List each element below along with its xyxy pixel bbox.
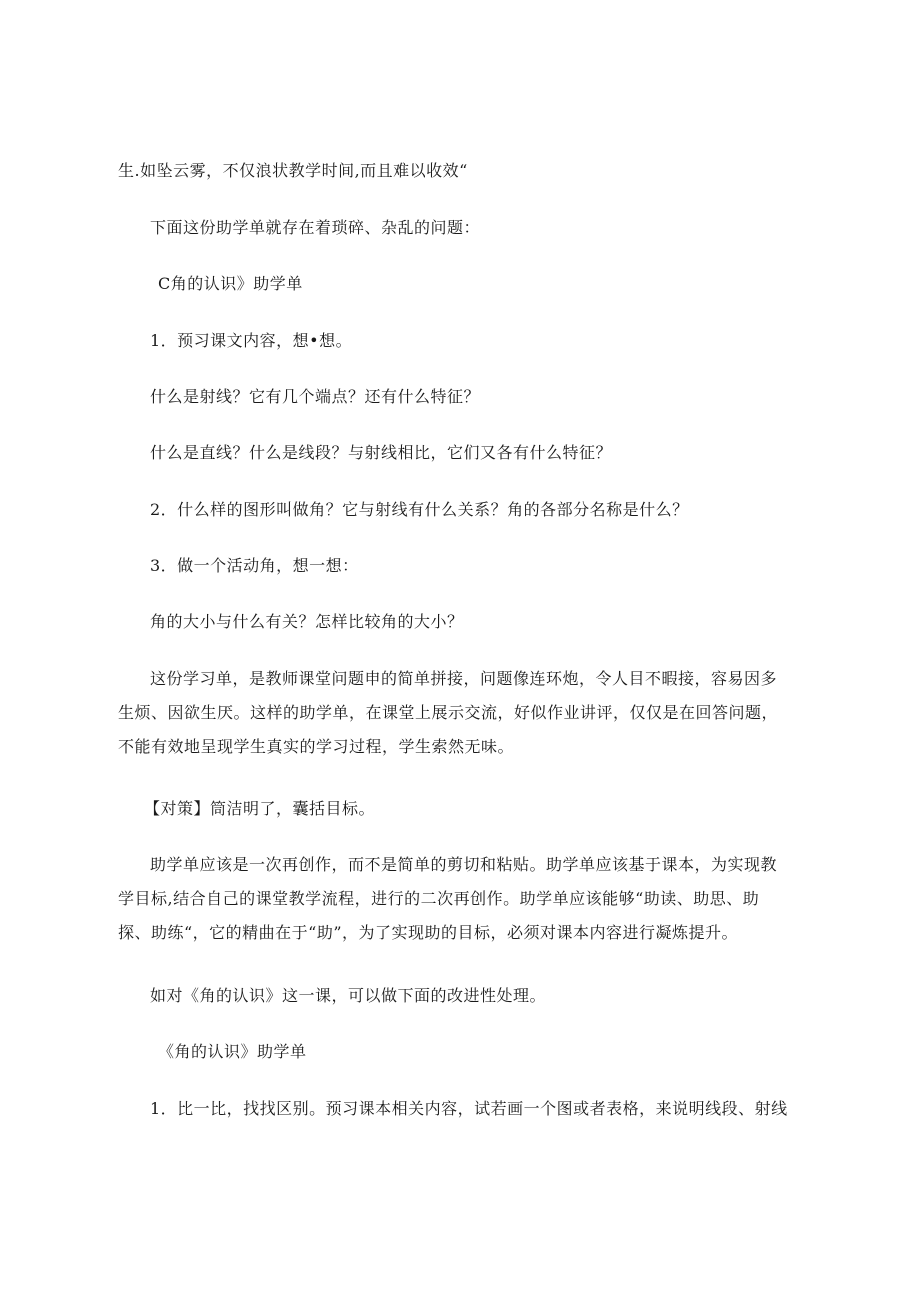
paragraph [118,848,818,950]
text-line: 什么是射线？它有几个端点？还有什么特征？ [150,387,481,406]
paragraph-line: 学目标,结合自己的课堂教学流程，进行的二次再创作。助学单应该能够“助读、助思、助 [118,889,760,908]
paragraph-line: 助学单应该是一次再创作，而不是简单的剪切和粘贴。助学单应该基于课本，为实现教 [150,855,778,874]
paragraph-line: 这份学习单，是教师课堂问题申的简单拼接，问题像连环炮，令人目不暇接，容易因多 [150,669,778,688]
text-line: 角的大小与什么有关？怎样比较角的大小？ [150,612,464,631]
strategy-heading: 【对策】筒洁明了，囊括目标。 [144,799,376,818]
text-line: 下面这份助学单就存在着琐碎、杂乱的问题： [150,218,481,237]
text-line: 生.如坠云雾，不仅浪状教学时间,而且难以收效“ [118,161,468,180]
section-title: 《角的认识》助学单 [158,1042,307,1061]
list-item: 1．比一比，找找区别。预习课本相关内容，试若画一个图或者表格，来说明线段、射线 [150,1099,788,1118]
paragraph-line: 生烦、因欲生厌。这样的助学单，在课堂上展示交流，好似作业讲评，仅仅是在回答问题， [118,703,779,722]
list-item: 1．预习课文内容，想•想。 [150,331,353,350]
section-title: C角的认识》助学单 [158,274,303,293]
text-line: 什么是直线？什么是线段？与射线相比，它们又各有什么特征？ [150,443,613,462]
list-item: 2．什么样的图形叫做角？它与射线有什么关系？角的各部分名称是什么？ [150,500,689,519]
list-item: 3．做一个活动角，想一想： [150,556,359,575]
text-line: 如对《角的认识》这一课，可以做下面的改进性处理。 [150,986,547,1005]
paragraph-line: 探、助练“，它的精曲在于“助”，为了实现助的目标，必须对课本内容进行凝炼提升。 [118,923,739,942]
paragraph-line: 不能有效地呈现学生真实的学习过程，学生索然无味。 [118,737,515,756]
paragraph [118,662,818,764]
